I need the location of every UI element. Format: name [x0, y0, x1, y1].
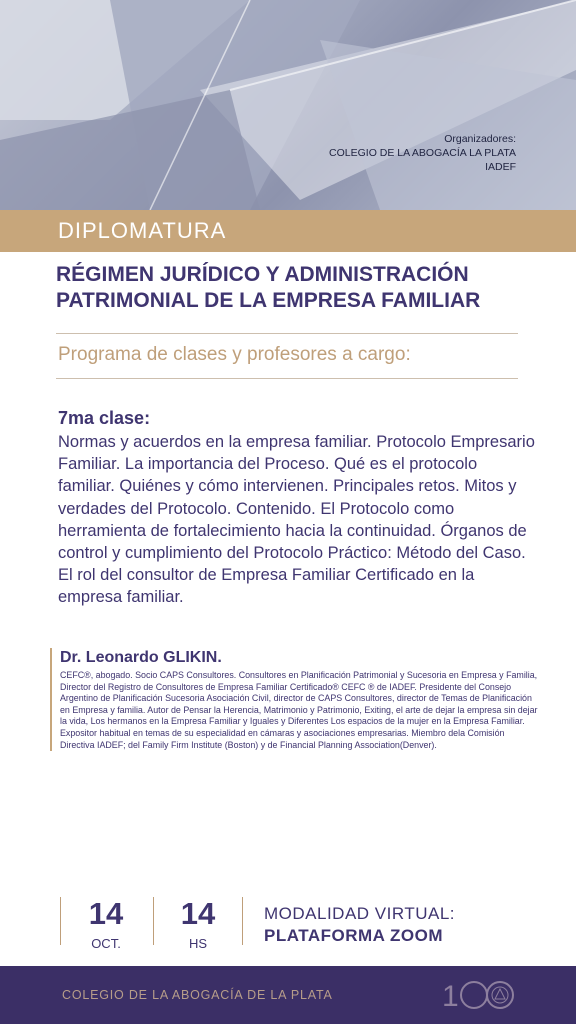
band-label: DIPLOMATURA — [58, 218, 227, 243]
footer-bar — [0, 966, 576, 1024]
course-title-line1: RÉGIMEN JURÍDICO Y ADMINISTRACIÓN — [56, 263, 469, 286]
event-day: 14 — [88, 896, 124, 931]
centenary-100-logo-icon — [442, 978, 522, 1012]
organizers-block — [329, 132, 516, 174]
diplomatura-band — [0, 210, 576, 252]
event-month: OCT. — [91, 936, 121, 951]
organizer-colegio: COLEGIO DE LA ABOGACÍA LA PLATA — [329, 147, 516, 159]
program-subtitle: Programa de clases y profesores a cargo: — [58, 344, 411, 365]
separator-1 — [60, 897, 61, 945]
modality-platform: PLATAFORMA ZOOM — [264, 926, 444, 945]
svg-text:1: 1 — [442, 980, 459, 1012]
organizers-label: Organizadores: — [444, 133, 516, 145]
professor-bio: CEFC®, abogado. Socio CAPS Consultores. Consultores en Planificación Patrimonial y Sucesoria en Empresa y Familia, Director del Registro de Consultores de Empresa Familiar Certificado® CEFC ® de IADEF. Presidente del Consejo Argentino de Planificación Sucesoria Asociación Civil, director de CAPS Consultores, director de Temas de Planificación en Empresa y familia. Autor de Pensar la Herencia, Matrimonio y Patrimonio, Exiting, el arte de dejar la empresa sin dejar la vida, Los hermanos en la Empresa Familiar y Iguales y Diferentes Los espacios de la mujer en la Empresa Familiar. Expositor habitual en temas de su especialidad en cámaras y asociaciones empresarias. Miembro dela Comisión Directiva IADEF; del Family Firm Institute (Boston) y de Financial Planning Association(Denver). — [60, 670, 538, 750]
modality-label: MODALIDAD VIRTUAL: — [264, 904, 456, 923]
lesson-heading: 7ma clase: — [58, 408, 151, 428]
event-hour: 14 — [180, 896, 216, 931]
course-title-line2: PATRIMONIAL DE LA EMPRESA FAMILIAR — [56, 289, 481, 312]
course-title — [56, 262, 526, 314]
divider-bottom — [56, 378, 518, 379]
hero-image — [0, 0, 576, 210]
divider-top — [56, 333, 518, 334]
footer-org: COLEGIO DE LA ABOGACÍA DE LA PLATA — [62, 988, 333, 1002]
event-hour-unit: HS — [188, 936, 208, 951]
separator-2 — [153, 897, 154, 945]
separator-3 — [242, 897, 243, 945]
lesson-description: Normas y acuerdos en la empresa familiar. Protocolo Empresario Familiar. La importancia del Proceso. Qué es el protocolo familiar. Quiénes y cómo intervienen. Principales retos. Mitos y verdades del Protocolo. Contenido. El Protocolo como herramienta de fortalecimiento hacia la continuidad. Órganos de control y cumplimiento del Protocolo Práctico: Método del Caso. El rol del consultor de Empresa Familiar Certificado en la empresa familiar. — [58, 433, 535, 607]
organizer-iadef: IADEF — [485, 161, 516, 173]
professor-block — [50, 648, 540, 751]
abstract-shapes-image — [0, 0, 576, 210]
professor-name: Dr. Leonardo GLIKIN. — [60, 649, 222, 666]
